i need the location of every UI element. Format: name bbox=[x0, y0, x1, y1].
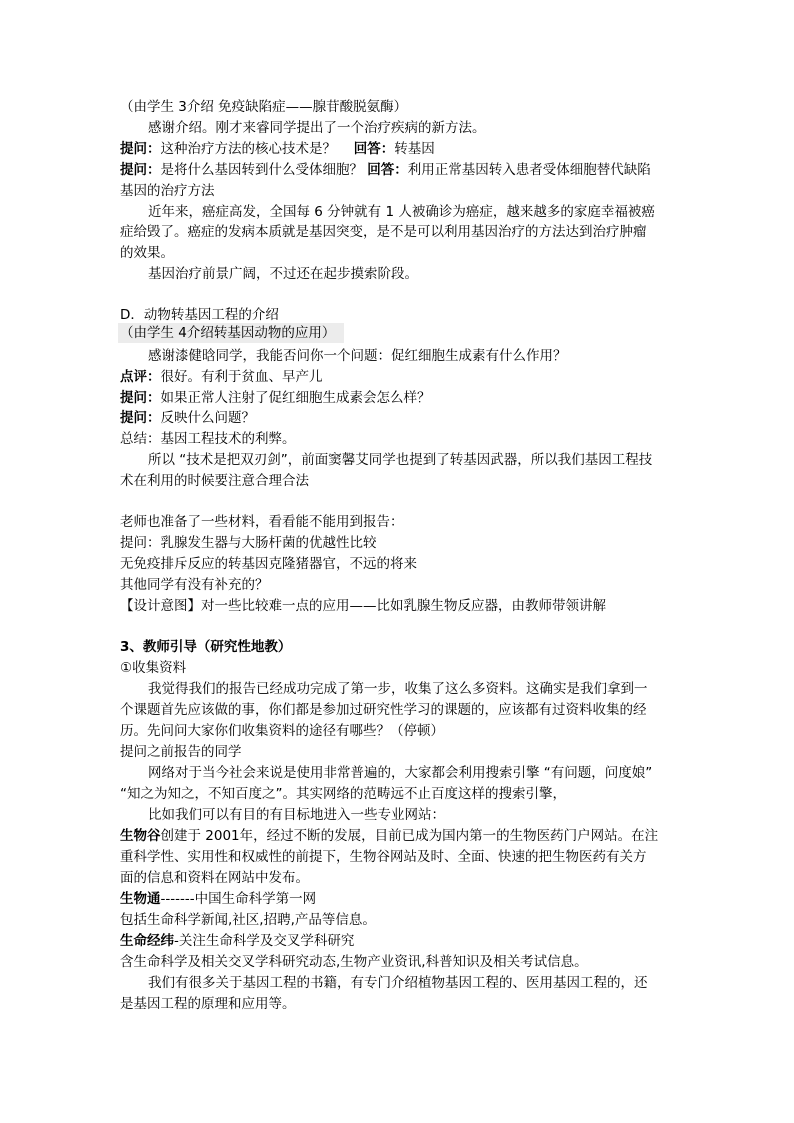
site-name-ebiotrade: 生物通 bbox=[120, 891, 161, 907]
line-ebiotrade-2 bbox=[120, 910, 760, 930]
site-name-lifeomics: 生命经纬 bbox=[120, 933, 174, 949]
text: 很好。有利于贫血、早产儿 bbox=[160, 369, 323, 385]
text: 基因治疗前景广阔，不过还在起步摸索阶段。 bbox=[148, 266, 418, 282]
text: “知之为知之，不知百度之”。其实网络的范畴远不止百度这样的搜索引擎， bbox=[120, 786, 566, 802]
site-name-bioon: 生物谷 bbox=[120, 828, 161, 844]
line-cancer-1 bbox=[148, 202, 760, 222]
line-network-2 bbox=[120, 784, 760, 804]
label-question: 提问： bbox=[120, 390, 161, 406]
line-report-1 bbox=[148, 679, 760, 699]
label-answer: 回答： bbox=[353, 141, 395, 157]
line-student3-intro bbox=[120, 97, 760, 117]
text: 3、教师引导（研究性地教） bbox=[120, 639, 292, 655]
line-sites-intro bbox=[148, 805, 760, 825]
line-lifeomics-2 bbox=[120, 952, 760, 972]
line-others bbox=[120, 575, 760, 595]
line-network-1 bbox=[148, 763, 760, 783]
line-lifeomics-1 bbox=[120, 931, 760, 951]
text: 创建于 2001年，经过不断的发展，目前已成为国内第一的生物医药门户网站。在注 bbox=[160, 828, 659, 844]
line-gene-therapy bbox=[120, 181, 760, 201]
line-thanks bbox=[148, 118, 760, 138]
text: （由学生 4介绍转基因动物的应用） bbox=[120, 325, 336, 341]
line-bioon-3 bbox=[120, 868, 760, 888]
label-question: 提问： bbox=[120, 410, 161, 426]
text: -关注生命科学及交叉学科研究 bbox=[174, 933, 355, 949]
text: 利用正常基因转入患者受体细胞替代缺陷 bbox=[407, 162, 651, 178]
text: 我们有很多关于基因工程的书籍，有专门介绍植物基因工程的、医用基因工程的，还 bbox=[148, 975, 648, 991]
label-question: 提问： bbox=[120, 141, 161, 157]
text: （由学生 3介绍 免疫缺陷症——腺苷酸脱氨酶） bbox=[120, 99, 408, 115]
label-comment: 点评： bbox=[120, 369, 161, 385]
line-ask-before bbox=[120, 742, 760, 762]
line-question-inject bbox=[120, 388, 760, 408]
text: ①收集资料 bbox=[120, 660, 187, 676]
text: 【设计意图】对一些比较难一点的应用——比如乳腺生物反应器，由教师带领讲解 bbox=[120, 598, 606, 614]
text: 感谢介绍。刚才来睿同学提出了一个治疗疾病的新方法。 bbox=[148, 120, 486, 136]
text: 其他同学有没有补充的？ bbox=[120, 577, 269, 593]
line-design-intent bbox=[120, 596, 760, 616]
line-question-core-tech bbox=[120, 139, 760, 159]
text: 所以 “技术是把双刃剑”，前面窦馨艾同学也提到了转基因武器，所以我们基因工程技 bbox=[148, 452, 653, 468]
text: 含生命科学及相关交叉学科研究动态,生物产业资讯,科普知识及相关考试信息。 bbox=[120, 954, 588, 970]
text: 老师也准备了一些材料，看看能不能用到报告： bbox=[120, 514, 404, 530]
text: 的效果。 bbox=[120, 245, 174, 261]
text: 症给毁了。癌症的发病本质就是基因突变，是不是可以利用基因治疗的方法达到治疗肿瘤 bbox=[120, 224, 647, 240]
line-comment bbox=[120, 367, 760, 387]
line-report-3 bbox=[120, 721, 760, 741]
text: 基因的治疗方法 bbox=[120, 183, 215, 199]
text: 总结：基因工程技术的利弊。 bbox=[120, 431, 296, 447]
text: -------中国生命科学第一网 bbox=[160, 891, 317, 907]
line-bioon-2 bbox=[120, 847, 760, 867]
line-question-reflect bbox=[120, 408, 760, 428]
text: 反映什么问题？ bbox=[160, 410, 255, 426]
text: 感谢漆健晗同学，我能否问你一个问题：促红细胞生成素有什么作用？ bbox=[148, 348, 567, 364]
text: 提问之前报告的同学 bbox=[120, 744, 242, 760]
text: 我觉得我们的报告已经成功完成了第一步，收集了这么多资料。这确实是我们拿到一 bbox=[148, 681, 648, 697]
line-books-2 bbox=[120, 994, 760, 1014]
label-question: 提问： bbox=[120, 162, 161, 178]
text: 比如我们可以有目的有目标地进入一些专业网站： bbox=[148, 807, 445, 823]
text: 术在利用的时候要注意合理合法 bbox=[120, 473, 309, 489]
text: 历。先问问大家你们收集资料的途径有哪些？（停顿） bbox=[120, 723, 444, 739]
line-pig-organ bbox=[120, 554, 760, 574]
line-cancer-3 bbox=[120, 243, 760, 263]
text: 提问：乳腺发生器与大肠杆菌的优越性比较 bbox=[120, 535, 377, 551]
line-ebiotrade-1 bbox=[120, 889, 760, 909]
line-epo-question bbox=[148, 346, 760, 366]
text: 网络对于当今社会来说是使用非常普遍的，大家都会利用搜索引擎 “有问题，问度娘” bbox=[148, 765, 653, 781]
text: 是将什么基因转到什么受体细胞？ bbox=[160, 162, 368, 178]
text: 重科学性、实用性和权威性的前提下，生物谷网站及时、全面、快速的把生物医药有关方 bbox=[120, 849, 647, 865]
section-heading-animal bbox=[120, 305, 760, 325]
line-question-gene bbox=[120, 160, 760, 180]
text: 面的信息和资料在网站中发布。 bbox=[120, 870, 309, 886]
line-prospect bbox=[148, 264, 760, 284]
line-teacher-material bbox=[120, 512, 760, 532]
text: 是基因工程的原理和应用等。 bbox=[120, 996, 296, 1012]
line-summary bbox=[120, 429, 760, 449]
text: 这种治疗方法的核心技术是？ bbox=[160, 141, 354, 157]
label-answer: 回答： bbox=[367, 162, 408, 178]
line-student4-intro bbox=[120, 323, 760, 343]
text: 近年来，癌症高发，全国每 6 分钟就有 1 人被确诊为癌症，越来越多的家庭幸福被癌 bbox=[148, 204, 655, 220]
section-heading-teacher-guide bbox=[120, 637, 760, 657]
line-bioon-1 bbox=[120, 826, 760, 846]
line-double-edged-1 bbox=[148, 450, 760, 470]
line-question-mammary bbox=[120, 533, 760, 553]
line-books-1 bbox=[148, 973, 760, 993]
text: 个课题首先应该做的事，你们都是参加过研究性学习的课题的，应该都有过资料收集的经 bbox=[120, 702, 647, 718]
line-double-edged-2 bbox=[120, 471, 760, 491]
text: 转基因 bbox=[394, 141, 435, 157]
subheading-collect bbox=[120, 658, 760, 678]
line-cancer-2 bbox=[120, 222, 760, 242]
text: 包括生命科学新闻,社区,招聘,产品等信息。 bbox=[120, 912, 376, 928]
line-report-2 bbox=[120, 700, 760, 720]
text: 无免疫排斥反应的转基因克隆猪器官，不远的将来 bbox=[120, 556, 417, 572]
text: 如果正常人注射了促红细胞生成素会怎么样？ bbox=[160, 390, 431, 406]
text: D．动物转基因工程的介绍 bbox=[120, 307, 279, 323]
